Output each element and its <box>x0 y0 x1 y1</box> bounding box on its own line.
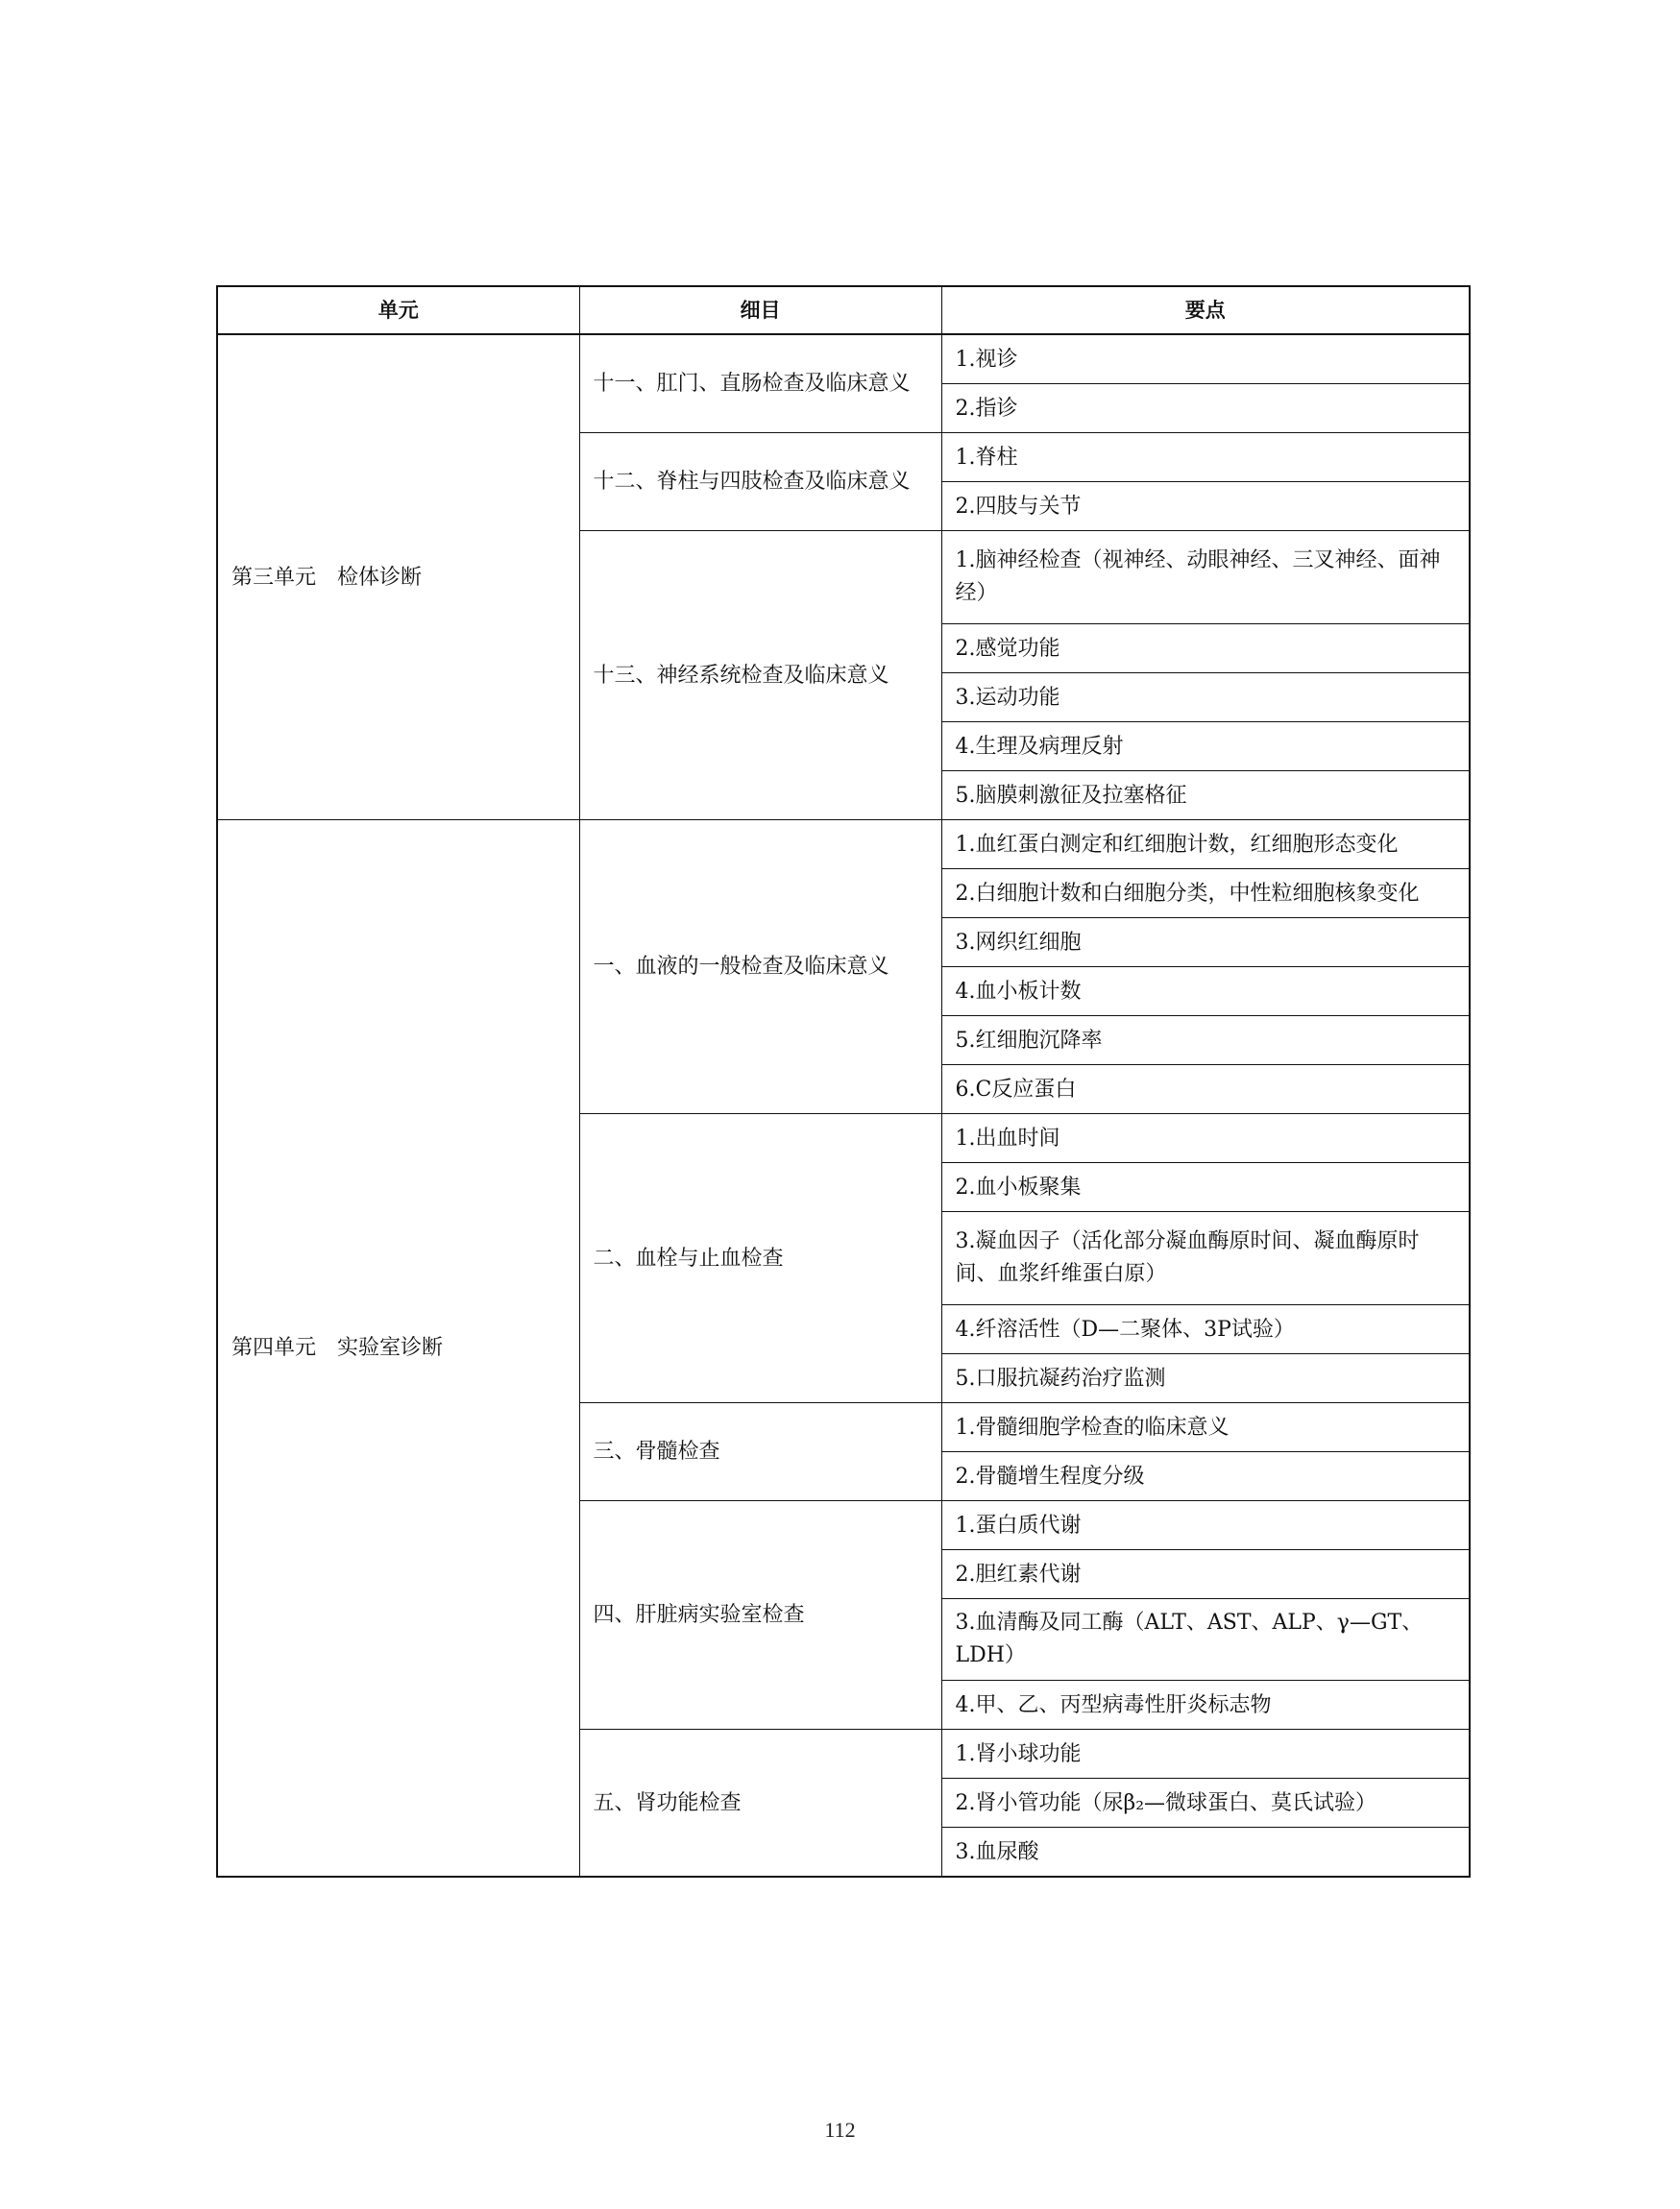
point-cell: 2.胆红素代谢 <box>941 1550 1470 1599</box>
header-point: 要点 <box>941 286 1470 334</box>
table-header-row <box>217 286 1470 334</box>
point-cell: 4.血小板计数 <box>941 967 1470 1016</box>
point-cell: 1.骨髓细胞学检查的临床意义 <box>941 1403 1470 1452</box>
page-number: 112 <box>824 2118 856 2142</box>
point-cell: 5.红细胞沉降率 <box>941 1016 1470 1065</box>
item-cell: 十三、神经系统检查及临床意义 <box>579 531 941 820</box>
point-cell: 4.甲、乙、丙型病毒性肝炎标志物 <box>941 1681 1470 1730</box>
header-unit: 单元 <box>217 286 579 334</box>
syllabus-table <box>216 285 1471 1878</box>
point-cell: 2.骨髓增生程度分级 <box>941 1452 1470 1501</box>
item-cell: 五、肾功能检查 <box>579 1730 941 1878</box>
point-cell: 1.蛋白质代谢 <box>941 1501 1470 1550</box>
header-item: 细目 <box>579 286 941 334</box>
point-cell: 2.感觉功能 <box>941 624 1470 673</box>
point-cell: 1.血红蛋白测定和红细胞计数，红细胞形态变化 <box>941 820 1470 869</box>
item-cell: 十二、脊柱与四肢检查及临床意义 <box>579 433 941 531</box>
point-cell: 2.四肢与关节 <box>941 482 1470 531</box>
unit-cell: 第四单元 实验室诊断 <box>217 820 579 1878</box>
item-cell: 二、血栓与止血检查 <box>579 1114 941 1403</box>
point-cell: 1.肾小球功能 <box>941 1730 1470 1779</box>
point-cell: 1.视诊 <box>941 334 1470 384</box>
table-row <box>217 334 1470 384</box>
item-cell: 一、血液的一般检查及临床意义 <box>579 820 941 1114</box>
point-cell: 1.脑神经检查（视神经、动眼神经、三叉神经、面神经） <box>941 531 1470 624</box>
point-cell: 2.血小板聚集 <box>941 1163 1470 1212</box>
point-cell: 4.纤溶活性（D—二聚体、3P试验） <box>941 1305 1470 1354</box>
point-cell: 2.肾小管功能（尿β₂—微球蛋白、莫氏试验） <box>941 1779 1470 1828</box>
point-cell: 5.脑膜刺激征及拉塞格征 <box>941 771 1470 820</box>
item-cell: 四、肝脏病实验室检查 <box>579 1501 941 1730</box>
point-cell: 2.指诊 <box>941 384 1470 433</box>
item-cell: 十一、肛门、直肠检查及临床意义 <box>579 334 941 433</box>
item-cell: 三、骨髓检查 <box>579 1403 941 1501</box>
point-cell: 3.血清酶及同工酶（ALT、AST、ALP、γ—GT、LDH） <box>941 1599 1470 1681</box>
point-cell: 5.口服抗凝药治疗监测 <box>941 1354 1470 1403</box>
point-cell: 3.血尿酸 <box>941 1828 1470 1878</box>
point-cell: 1.出血时间 <box>941 1114 1470 1163</box>
table-row <box>217 820 1470 869</box>
point-cell: 2.白细胞计数和白细胞分类，中性粒细胞核象变化 <box>941 869 1470 918</box>
point-cell: 3.凝血因子（活化部分凝血酶原时间、凝血酶原时间、血浆纤维蛋白原） <box>941 1212 1470 1305</box>
point-cell: 3.运动功能 <box>941 673 1470 722</box>
point-cell: 4.生理及病理反射 <box>941 722 1470 771</box>
point-cell: 1.脊柱 <box>941 433 1470 482</box>
unit-cell: 第三单元 检体诊断 <box>217 334 579 820</box>
point-cell: 6.C反应蛋白 <box>941 1065 1470 1114</box>
point-cell: 3.网织红细胞 <box>941 918 1470 967</box>
